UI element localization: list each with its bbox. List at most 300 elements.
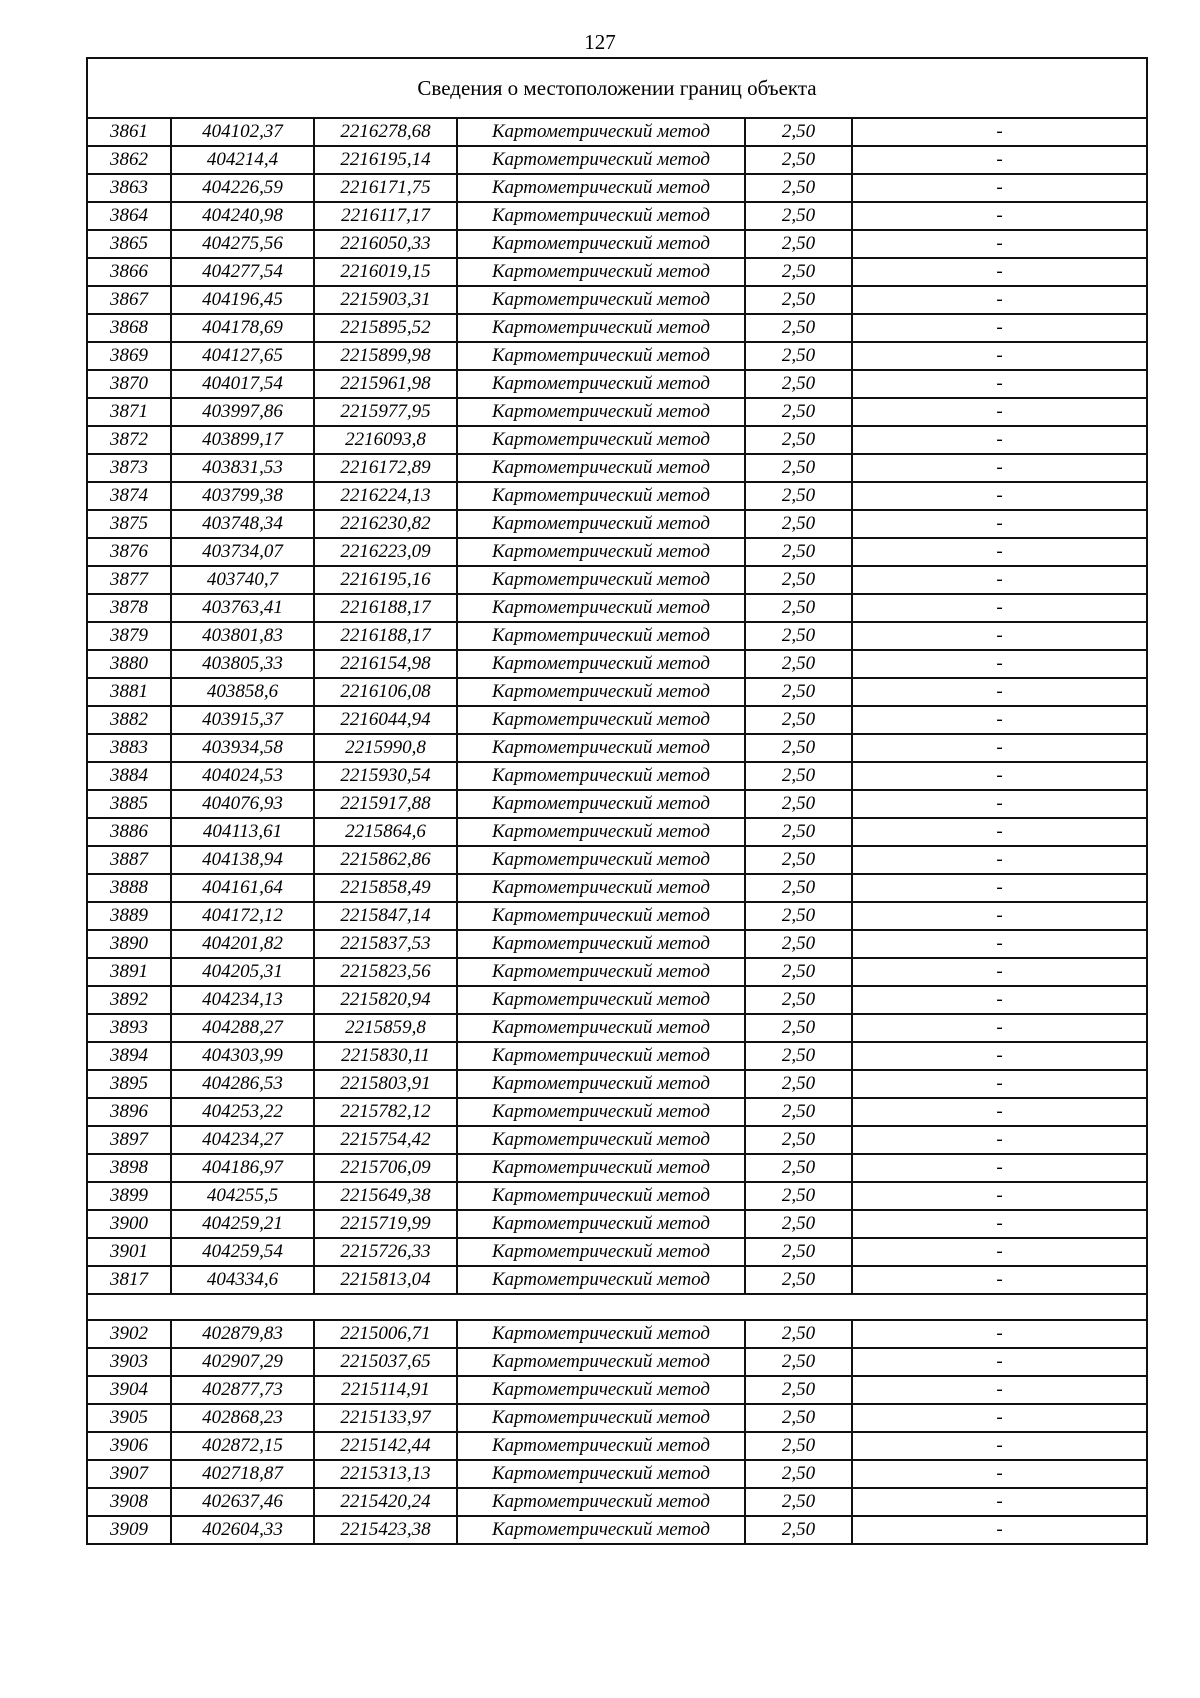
table-row: [87, 1348, 1147, 1376]
accuracy-cell: 2,50: [745, 118, 852, 146]
accuracy-cell: 2,50: [745, 146, 852, 174]
accuracy-cell: 2,50: [745, 566, 852, 594]
point-number-cell: 3864: [87, 202, 171, 230]
method-cell: Картометрический метод: [457, 1126, 745, 1154]
method-cell: Картометрический метод: [457, 1014, 745, 1042]
description-cell: -: [852, 930, 1147, 958]
point-number-cell: 3909: [87, 1516, 171, 1544]
point-number-cell: 3893: [87, 1014, 171, 1042]
y-coordinate-cell: 2216230,82: [314, 510, 457, 538]
table-row: [87, 566, 1147, 594]
table-row: [87, 678, 1147, 706]
x-coordinate-cell: 404196,45: [171, 286, 314, 314]
description-cell: -: [852, 678, 1147, 706]
y-coordinate-cell: 2215803,91: [314, 1070, 457, 1098]
accuracy-cell: 2,50: [745, 1516, 852, 1544]
table-row: [87, 286, 1147, 314]
accuracy-cell: 2,50: [745, 986, 852, 1014]
method-cell: Картометрический метод: [457, 314, 745, 342]
method-cell: Картометрический метод: [457, 1182, 745, 1210]
x-coordinate-cell: 404024,53: [171, 762, 314, 790]
y-coordinate-cell: 2216019,15: [314, 258, 457, 286]
point-number-cell: 3889: [87, 902, 171, 930]
page-number: 127: [584, 30, 616, 54]
x-coordinate-cell: 404255,5: [171, 1182, 314, 1210]
method-cell: Картометрический метод: [457, 1404, 745, 1432]
x-coordinate-cell: 403997,86: [171, 398, 314, 426]
method-cell: Картометрический метод: [457, 1210, 745, 1238]
description-cell: -: [852, 398, 1147, 426]
table-row: [87, 1014, 1147, 1042]
accuracy-cell: 2,50: [745, 1126, 852, 1154]
y-coordinate-cell: 2216223,09: [314, 538, 457, 566]
description-cell: -: [852, 342, 1147, 370]
x-coordinate-cell: 403763,41: [171, 594, 314, 622]
point-number-cell: 3876: [87, 538, 171, 566]
table-row: [87, 1070, 1147, 1098]
point-number-cell: 3879: [87, 622, 171, 650]
x-coordinate-cell: 402877,73: [171, 1376, 314, 1404]
point-number-cell: 3904: [87, 1376, 171, 1404]
y-coordinate-cell: 2216117,17: [314, 202, 457, 230]
method-cell: Картометрический метод: [457, 790, 745, 818]
method-cell: Картометрический метод: [457, 650, 745, 678]
table-row: [87, 230, 1147, 258]
method-cell: Картометрический метод: [457, 874, 745, 902]
point-number-cell: 3883: [87, 734, 171, 762]
x-coordinate-cell: 404205,31: [171, 958, 314, 986]
accuracy-cell: 2,50: [745, 482, 852, 510]
point-number-cell: 3881: [87, 678, 171, 706]
description-cell: -: [852, 370, 1147, 398]
table-title-row: [87, 58, 1147, 118]
y-coordinate-cell: 2216278,68: [314, 118, 457, 146]
point-number-cell: 3902: [87, 1320, 171, 1348]
y-coordinate-cell: 2215859,8: [314, 1014, 457, 1042]
method-cell: Картометрический метод: [457, 1488, 745, 1516]
description-cell: -: [852, 594, 1147, 622]
accuracy-cell: 2,50: [745, 398, 852, 426]
description-cell: -: [852, 426, 1147, 454]
method-cell: Картометрический метод: [457, 622, 745, 650]
method-cell: Картометрический метод: [457, 426, 745, 454]
description-cell: -: [852, 622, 1147, 650]
table-row: [87, 426, 1147, 454]
accuracy-cell: 2,50: [745, 1154, 852, 1182]
accuracy-cell: 2,50: [745, 622, 852, 650]
x-coordinate-cell: 404201,82: [171, 930, 314, 958]
point-number-cell: 3908: [87, 1488, 171, 1516]
y-coordinate-cell: 2215754,42: [314, 1126, 457, 1154]
accuracy-cell: 2,50: [745, 1460, 852, 1488]
y-coordinate-cell: 2215813,04: [314, 1266, 457, 1294]
table-row: [87, 1154, 1147, 1182]
x-coordinate-cell: 403858,6: [171, 678, 314, 706]
table-row: [87, 314, 1147, 342]
y-coordinate-cell: 2215847,14: [314, 902, 457, 930]
table-title: Сведения о местоположении границ объекта: [87, 58, 1147, 118]
y-coordinate-cell: 2215820,94: [314, 986, 457, 1014]
method-cell: Картометрический метод: [457, 818, 745, 846]
point-number-cell: 3888: [87, 874, 171, 902]
accuracy-cell: 2,50: [745, 370, 852, 398]
point-number-cell: 3882: [87, 706, 171, 734]
method-cell: Картометрический метод: [457, 538, 745, 566]
method-cell: Картометрический метод: [457, 1154, 745, 1182]
table-row: [87, 902, 1147, 930]
x-coordinate-cell: 403734,07: [171, 538, 314, 566]
accuracy-cell: 2,50: [745, 314, 852, 342]
point-number-cell: 3900: [87, 1210, 171, 1238]
accuracy-cell: 2,50: [745, 1404, 852, 1432]
point-number-cell: 3887: [87, 846, 171, 874]
boundary-coordinates-table: [86, 57, 1148, 1545]
accuracy-cell: 2,50: [745, 594, 852, 622]
y-coordinate-cell: 2215706,09: [314, 1154, 457, 1182]
description-cell: -: [852, 538, 1147, 566]
table-row: [87, 1432, 1147, 1460]
x-coordinate-cell: 404259,54: [171, 1238, 314, 1266]
method-cell: Картометрический метод: [457, 1460, 745, 1488]
x-coordinate-cell: 402868,23: [171, 1404, 314, 1432]
table-row: [87, 1376, 1147, 1404]
y-coordinate-cell: 2216172,89: [314, 454, 457, 482]
description-cell: -: [852, 454, 1147, 482]
method-cell: Картометрический метод: [457, 1238, 745, 1266]
accuracy-cell: 2,50: [745, 454, 852, 482]
method-cell: Картометрический метод: [457, 566, 745, 594]
description-cell: -: [852, 314, 1147, 342]
x-coordinate-cell: 404127,65: [171, 342, 314, 370]
method-cell: Картометрический метод: [457, 174, 745, 202]
description-cell: -: [852, 286, 1147, 314]
y-coordinate-cell: 2216093,8: [314, 426, 457, 454]
x-coordinate-cell: 404253,22: [171, 1098, 314, 1126]
method-cell: Картометрический метод: [457, 146, 745, 174]
y-coordinate-cell: 2215858,49: [314, 874, 457, 902]
table-row: [87, 1460, 1147, 1488]
description-cell: -: [852, 118, 1147, 146]
table-row: [87, 1126, 1147, 1154]
method-cell: Картометрический метод: [457, 902, 745, 930]
x-coordinate-cell: 403801,83: [171, 622, 314, 650]
x-coordinate-cell: 403831,53: [171, 454, 314, 482]
x-coordinate-cell: 402879,83: [171, 1320, 314, 1348]
point-number-cell: 3865: [87, 230, 171, 258]
table-row: [87, 1404, 1147, 1432]
table-row: [87, 706, 1147, 734]
point-number-cell: 3884: [87, 762, 171, 790]
description-cell: -: [852, 1014, 1147, 1042]
method-cell: Картометрический метод: [457, 230, 745, 258]
point-number-cell: 3866: [87, 258, 171, 286]
description-cell: -: [852, 482, 1147, 510]
description-cell: -: [852, 146, 1147, 174]
description-cell: -: [852, 1098, 1147, 1126]
point-number-cell: 3878: [87, 594, 171, 622]
x-coordinate-cell: 404259,21: [171, 1210, 314, 1238]
table-row: [87, 370, 1147, 398]
description-cell: -: [852, 1404, 1147, 1432]
x-coordinate-cell: 404076,93: [171, 790, 314, 818]
description-cell: -: [852, 510, 1147, 538]
point-number-cell: 3891: [87, 958, 171, 986]
description-cell: -: [852, 1516, 1147, 1544]
description-cell: -: [852, 846, 1147, 874]
point-number-cell: 3863: [87, 174, 171, 202]
method-cell: Картометрический метод: [457, 482, 745, 510]
y-coordinate-cell: 2215142,44: [314, 1432, 457, 1460]
accuracy-cell: 2,50: [745, 202, 852, 230]
description-cell: -: [852, 258, 1147, 286]
y-coordinate-cell: 2215313,13: [314, 1460, 457, 1488]
description-cell: -: [852, 1070, 1147, 1098]
table-row: [87, 818, 1147, 846]
point-number-cell: 3862: [87, 146, 171, 174]
x-coordinate-cell: 402718,87: [171, 1460, 314, 1488]
x-coordinate-cell: 404113,61: [171, 818, 314, 846]
accuracy-cell: 2,50: [745, 1266, 852, 1294]
table-row: [87, 1320, 1147, 1348]
x-coordinate-cell: 404214,4: [171, 146, 314, 174]
point-number-cell: 3869: [87, 342, 171, 370]
x-coordinate-cell: 404234,27: [171, 1126, 314, 1154]
point-number-cell: 3892: [87, 986, 171, 1014]
point-number-cell: 3877: [87, 566, 171, 594]
table-row: [87, 930, 1147, 958]
point-number-cell: 3906: [87, 1432, 171, 1460]
point-number-cell: 3871: [87, 398, 171, 426]
x-coordinate-cell: 404286,53: [171, 1070, 314, 1098]
description-cell: -: [852, 818, 1147, 846]
description-cell: -: [852, 1376, 1147, 1404]
description-cell: -: [852, 1320, 1147, 1348]
x-coordinate-cell: 404226,59: [171, 174, 314, 202]
y-coordinate-cell: 2215037,65: [314, 1348, 457, 1376]
method-cell: Картометрический метод: [457, 706, 745, 734]
point-number-cell: 3905: [87, 1404, 171, 1432]
description-cell: -: [852, 1266, 1147, 1294]
description-cell: -: [852, 1126, 1147, 1154]
table-row: [87, 258, 1147, 286]
point-number-cell: 3886: [87, 818, 171, 846]
method-cell: Картометрический метод: [457, 398, 745, 426]
x-coordinate-cell: 404288,27: [171, 1014, 314, 1042]
accuracy-cell: 2,50: [745, 1238, 852, 1266]
point-number-cell: 3875: [87, 510, 171, 538]
method-cell: Картометрический метод: [457, 1266, 745, 1294]
description-cell: -: [852, 1348, 1147, 1376]
x-coordinate-cell: 404017,54: [171, 370, 314, 398]
accuracy-cell: 2,50: [745, 1348, 852, 1376]
separator-cell: [87, 1294, 1147, 1320]
y-coordinate-cell: 2215719,99: [314, 1210, 457, 1238]
description-cell: -: [852, 734, 1147, 762]
y-coordinate-cell: 2215930,54: [314, 762, 457, 790]
x-coordinate-cell: 403915,37: [171, 706, 314, 734]
x-coordinate-cell: 403934,58: [171, 734, 314, 762]
table-row: [87, 1042, 1147, 1070]
description-cell: -: [852, 790, 1147, 818]
accuracy-cell: 2,50: [745, 1182, 852, 1210]
point-number-cell: 3885: [87, 790, 171, 818]
table-row: [87, 762, 1147, 790]
description-cell: -: [852, 1432, 1147, 1460]
description-cell: -: [852, 230, 1147, 258]
y-coordinate-cell: 2215899,98: [314, 342, 457, 370]
accuracy-cell: 2,50: [745, 818, 852, 846]
table-row: [87, 790, 1147, 818]
method-cell: Картометрический метод: [457, 930, 745, 958]
y-coordinate-cell: 2215423,38: [314, 1516, 457, 1544]
description-cell: -: [852, 762, 1147, 790]
y-coordinate-cell: 2215006,71: [314, 1320, 457, 1348]
description-cell: -: [852, 1460, 1147, 1488]
y-coordinate-cell: 2216106,08: [314, 678, 457, 706]
point-number-cell: 3868: [87, 314, 171, 342]
method-cell: Картометрический метод: [457, 1320, 745, 1348]
accuracy-cell: 2,50: [745, 874, 852, 902]
x-coordinate-cell: 404186,97: [171, 1154, 314, 1182]
point-number-cell: 3896: [87, 1098, 171, 1126]
point-number-cell: 3890: [87, 930, 171, 958]
accuracy-cell: 2,50: [745, 1376, 852, 1404]
accuracy-cell: 2,50: [745, 790, 852, 818]
y-coordinate-cell: 2215133,97: [314, 1404, 457, 1432]
y-coordinate-cell: 2216050,33: [314, 230, 457, 258]
accuracy-cell: 2,50: [745, 1320, 852, 1348]
point-number-cell: 3899: [87, 1182, 171, 1210]
table-row: [87, 454, 1147, 482]
accuracy-cell: 2,50: [745, 1488, 852, 1516]
y-coordinate-cell: 2215649,38: [314, 1182, 457, 1210]
description-cell: -: [852, 1238, 1147, 1266]
y-coordinate-cell: 2215903,31: [314, 286, 457, 314]
accuracy-cell: 2,50: [745, 1042, 852, 1070]
accuracy-cell: 2,50: [745, 706, 852, 734]
x-coordinate-cell: 404234,13: [171, 986, 314, 1014]
method-cell: Картометрический метод: [457, 1432, 745, 1460]
point-number-cell: 3872: [87, 426, 171, 454]
method-cell: Картометрический метод: [457, 1376, 745, 1404]
description-cell: -: [852, 1154, 1147, 1182]
method-cell: Картометрический метод: [457, 1516, 745, 1544]
y-coordinate-cell: 2216224,13: [314, 482, 457, 510]
table-row: [87, 202, 1147, 230]
table-row: [87, 594, 1147, 622]
method-cell: Картометрический метод: [457, 678, 745, 706]
point-number-cell: 3897: [87, 1126, 171, 1154]
point-number-cell: 3873: [87, 454, 171, 482]
accuracy-cell: 2,50: [745, 1210, 852, 1238]
table-row: [87, 1266, 1147, 1294]
method-cell: Картометрический метод: [457, 202, 745, 230]
y-coordinate-cell: 2216188,17: [314, 594, 457, 622]
description-cell: -: [852, 1488, 1147, 1516]
table-row: [87, 986, 1147, 1014]
y-coordinate-cell: 2215726,33: [314, 1238, 457, 1266]
x-coordinate-cell: 404303,99: [171, 1042, 314, 1070]
table-row: [87, 874, 1147, 902]
description-cell: -: [852, 986, 1147, 1014]
point-number-cell: 3861: [87, 118, 171, 146]
x-coordinate-cell: 404240,98: [171, 202, 314, 230]
method-cell: Картометрический метод: [457, 986, 745, 1014]
table-row: [87, 1098, 1147, 1126]
method-cell: Картометрический метод: [457, 370, 745, 398]
description-cell: -: [852, 650, 1147, 678]
y-coordinate-cell: 2216195,14: [314, 146, 457, 174]
accuracy-cell: 2,50: [745, 678, 852, 706]
table-row: [87, 1210, 1147, 1238]
description-cell: -: [852, 874, 1147, 902]
method-cell: Картометрический метод: [457, 1042, 745, 1070]
x-coordinate-cell: 404138,94: [171, 846, 314, 874]
x-coordinate-cell: 403805,33: [171, 650, 314, 678]
table-row: [87, 734, 1147, 762]
accuracy-cell: 2,50: [745, 650, 852, 678]
x-coordinate-cell: 404178,69: [171, 314, 314, 342]
table-row: [87, 174, 1147, 202]
accuracy-cell: 2,50: [745, 426, 852, 454]
x-coordinate-cell: 404161,64: [171, 874, 314, 902]
y-coordinate-cell: 2215917,88: [314, 790, 457, 818]
method-cell: Картометрический метод: [457, 1098, 745, 1126]
description-cell: -: [852, 1210, 1147, 1238]
point-number-cell: 3894: [87, 1042, 171, 1070]
x-coordinate-cell: 402604,33: [171, 1516, 314, 1544]
description-cell: -: [852, 958, 1147, 986]
y-coordinate-cell: 2216195,16: [314, 566, 457, 594]
accuracy-cell: 2,50: [745, 1432, 852, 1460]
method-cell: Картометрический метод: [457, 258, 745, 286]
point-number-cell: 3898: [87, 1154, 171, 1182]
x-coordinate-cell: 404277,54: [171, 258, 314, 286]
x-coordinate-cell: 404172,12: [171, 902, 314, 930]
table-row: [87, 510, 1147, 538]
description-cell: -: [852, 566, 1147, 594]
accuracy-cell: 2,50: [745, 286, 852, 314]
table-row: [87, 958, 1147, 986]
method-cell: Картометрический метод: [457, 594, 745, 622]
method-cell: Картометрический метод: [457, 510, 745, 538]
table-row: [87, 1488, 1147, 1516]
method-cell: Картометрический метод: [457, 286, 745, 314]
y-coordinate-cell: 2215862,86: [314, 846, 457, 874]
x-coordinate-cell: 402637,46: [171, 1488, 314, 1516]
method-cell: Картометрический метод: [457, 342, 745, 370]
method-cell: Картометрический метод: [457, 958, 745, 986]
table-row: [87, 342, 1147, 370]
table-row: [87, 1516, 1147, 1544]
y-coordinate-cell: 2216171,75: [314, 174, 457, 202]
y-coordinate-cell: 2215895,52: [314, 314, 457, 342]
accuracy-cell: 2,50: [745, 846, 852, 874]
x-coordinate-cell: 403740,7: [171, 566, 314, 594]
y-coordinate-cell: 2215864,6: [314, 818, 457, 846]
accuracy-cell: 2,50: [745, 230, 852, 258]
method-cell: Картометрический метод: [457, 1348, 745, 1376]
x-coordinate-cell: 402872,15: [171, 1432, 314, 1460]
table-row: [87, 118, 1147, 146]
y-coordinate-cell: 2215823,56: [314, 958, 457, 986]
method-cell: Картометрический метод: [457, 846, 745, 874]
y-coordinate-cell: 2215990,8: [314, 734, 457, 762]
accuracy-cell: 2,50: [745, 1014, 852, 1042]
x-coordinate-cell: 403748,34: [171, 510, 314, 538]
x-coordinate-cell: 403799,38: [171, 482, 314, 510]
method-cell: Картометрический метод: [457, 734, 745, 762]
